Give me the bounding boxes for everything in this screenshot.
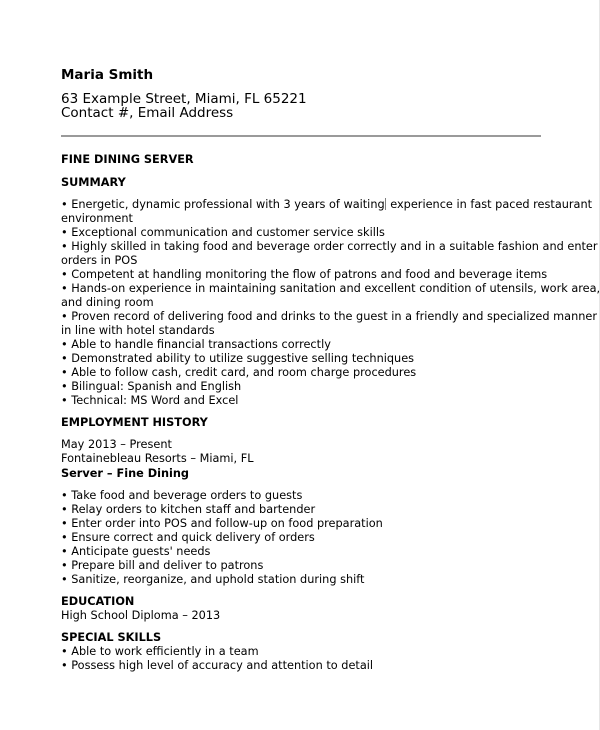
summary-line: orders in POS	[61, 254, 138, 267]
skill-item: • Possess high level of accuracy and attention to detail	[61, 659, 374, 672]
summary-line: • Able to follow cash, credit card, and room charge procedures	[61, 366, 417, 379]
summary-line: • Able to handle financial transactions correctly	[61, 338, 331, 351]
duty-item: • Ensure correct and quick delivery of orders	[61, 531, 315, 544]
summary-line: • Energetic, dynamic professional with 3 years of waiting experience in fast paced restaurant	[61, 198, 593, 211]
employment-employer: Fontainebleau Resorts – Miami, FL	[61, 452, 254, 465]
summary-line: environment	[61, 212, 133, 225]
skills-heading: SPECIAL SKILLS	[61, 631, 162, 644]
job-title: FINE DINING SERVER	[61, 153, 194, 166]
text-cursor	[385, 198, 386, 210]
employment-heading: EMPLOYMENT HISTORY	[61, 416, 208, 429]
duty-item: • Take food and beverage orders to guests	[61, 489, 303, 502]
summary-line: • Demonstrated ability to utilize suggestive selling techniques	[61, 352, 415, 365]
summary-line: and dining room	[61, 296, 154, 309]
education-entry: High School Diploma – 2013	[61, 609, 221, 622]
skill-item: • Able to work efficiently in a team	[61, 645, 259, 658]
header-divider	[61, 135, 541, 137]
summary-line: • Competent at handling monitoring the flow of patrons and food and beverage items	[61, 268, 548, 281]
duty-item: • Sanitize, reorganize, and uphold station during shift	[61, 573, 365, 586]
duty-item: • Anticipate guests' needs	[61, 545, 211, 558]
candidate-address: 63 Example Street, Miami, FL 65221	[61, 91, 307, 107]
duty-item: • Enter order into POS and follow-up on food preparation	[61, 517, 383, 530]
candidate-name: Maria Smith	[61, 67, 154, 83]
duty-item: • Prepare bill and deliver to patrons	[61, 559, 264, 572]
summary-line: • Bilingual: Spanish and English	[61, 380, 242, 393]
summary-line: • Exceptional communication and customer service skills	[61, 226, 385, 239]
summary-line: • Proven record of delivering food and drinks to the guest in a friendly and specialized manner	[61, 310, 597, 323]
summary-heading: SUMMARY	[61, 176, 126, 189]
summary-line: • Technical: MS Word and Excel	[61, 394, 239, 407]
summary-line: • Highly skilled in taking food and beverage order correctly and in a suitable fashion and enter	[61, 240, 598, 253]
education-heading: EDUCATION	[61, 595, 135, 608]
summary-line: • Hands-on experience in maintaining sanitation and excellent condition of utensils, work area,	[61, 282, 600, 295]
candidate-contact: Contact #, Email Address	[61, 105, 234, 121]
employment-role: Server – Fine Dining	[61, 467, 190, 480]
employment-dates: May 2013 – Present	[61, 438, 172, 451]
summary-line: in line with hotel standards	[61, 324, 215, 337]
duty-item: • Relay orders to kitchen staff and bartender	[61, 503, 316, 516]
